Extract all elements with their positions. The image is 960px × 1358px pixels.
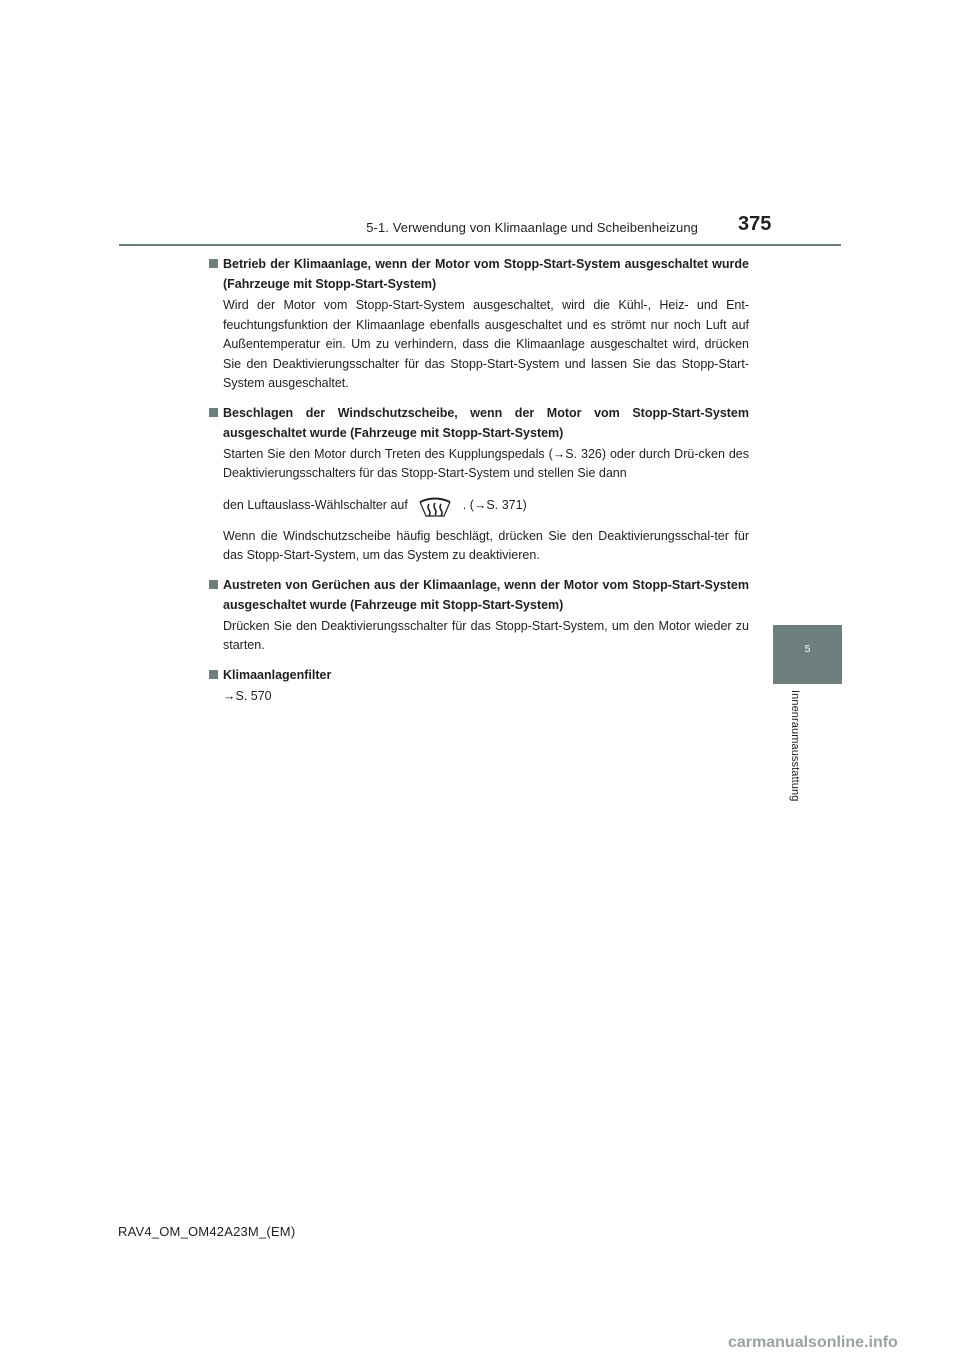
section-body <box>209 445 749 566</box>
section-title <box>209 575 749 615</box>
icon-line-text-before: den Luftauslass-Wählschalter auf <box>223 497 408 512</box>
section-paragraph: Drücken Sie den Deaktivierungsschalter für das Stopp-Start-System, um den Motor wieder zu starten. <box>223 618 749 652</box>
watermark: carmanualsonline.info <box>728 1334 898 1351</box>
section-title-text: Betrieb der Klimaanlage, wenn der Motor vom Stopp-Start-System ausgeschaltet wurde (Fahrzeuge mit Stopp-Start-System) <box>223 257 749 291</box>
section-body <box>209 687 749 707</box>
square-bullet-icon <box>209 408 218 417</box>
section-ac-filter <box>209 665 749 707</box>
section-paragraph: Wird der Motor vom Stopp-Start-System ausgeschaltet, wird die Kühl-, Heiz- und Ent-feuchtungsfunktion der Klimaanlage ebenfalls ausgeschaltet und es strömt nur noch Luft auf Außentemperatur ein. Um zu verhindern, dass die Klimaanlage ausgeschaltet wird, drücken Sie den Deaktivierungsschalter für das Stopp-Start-System und lassen Sie das Stopp-Start-System ausgeschaltet. <box>223 298 749 390</box>
section-title-text: Beschlagen der Windschutzscheibe, wenn der Motor vom Stopp-Start-System ausgeschaltet wurde (Fahrzeuge mit Stopp-Start-System) <box>223 405 749 440</box>
section-odors <box>209 575 749 656</box>
section-body <box>209 617 749 656</box>
chapter-side-title <box>775 690 815 825</box>
section-title <box>209 403 749 443</box>
icon-instruction-line <box>223 487 749 525</box>
section-paragraph: Starten Sie den Motor durch Treten des Kupplungspedals (→S. 326) oder durch Drü-cken des Deaktivierungsschalters für das Stopp-Start-System und stellen Sie dann <box>223 446 749 480</box>
header-section-title: 5-1. Verwendung von Klimaanlage und Scheibenheizung <box>366 220 698 235</box>
section-title-text: Austreten von Gerüchen aus der Klimaanlage, wenn der Motor vom Stopp-Start-System ausgeschaltet wurde (Fahrzeuge mit Stopp-Start-System) <box>223 577 749 612</box>
section-title <box>209 665 749 685</box>
document-code: RAV4_OM_OM42A23M_(EM) <box>118 1224 296 1239</box>
section-body <box>209 296 749 394</box>
section-ac-operation <box>209 254 749 394</box>
chapter-number: 5 <box>804 644 811 655</box>
square-bullet-icon <box>209 670 218 679</box>
chapter-title: Innenraumausstattung <box>789 690 801 802</box>
header-divider <box>119 244 841 246</box>
section-windshield-fogging <box>209 403 749 566</box>
section-title-text: Klimaanlagenfilter <box>223 667 332 682</box>
page-number: 375 <box>738 213 772 235</box>
chapter-tab <box>773 625 842 684</box>
page-reference: →S. 570 <box>223 688 272 703</box>
section-paragraph: Wenn die Windschutzscheibe häufig beschlägt, drücken Sie den Deaktivierungsschal-ter für das Stopp-Start-System, um das System zu deaktivieren. <box>223 528 749 562</box>
icon-line-text-after: . (→S. 371) <box>462 497 527 512</box>
main-content <box>209 254 749 715</box>
square-bullet-icon <box>209 259 218 268</box>
page-header <box>0 0 960 250</box>
square-bullet-icon <box>209 580 218 589</box>
windshield-defroster-icon <box>418 494 452 518</box>
section-title <box>209 254 749 294</box>
